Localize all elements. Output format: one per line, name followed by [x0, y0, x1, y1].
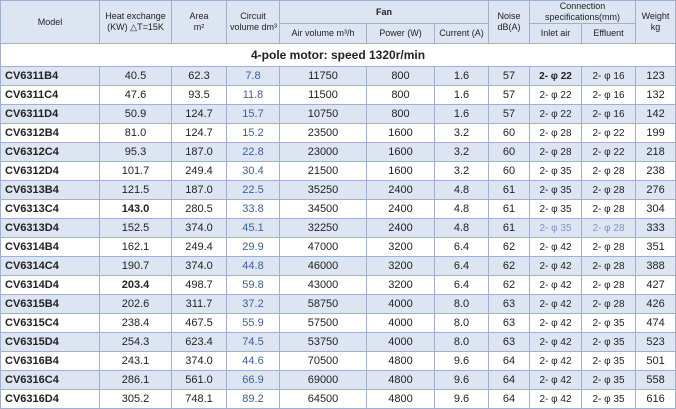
cell-air-volume: 47000 [280, 238, 367, 257]
header-model-label: Model [37, 16, 63, 27]
cell-weight: 199 [636, 124, 676, 143]
cell-heat-exchange: 254.3 [100, 333, 172, 352]
cell-noise: 57 [489, 67, 530, 86]
cell-inlet-air: 2- φ 42 [530, 371, 582, 390]
cell-power: 1600 [367, 162, 435, 181]
cell-circuit-volume: 55.9 [227, 314, 280, 333]
cell-power: 3200 [367, 276, 435, 295]
cell-area: 187.0 [172, 181, 227, 200]
cell-air-volume: 23500 [280, 124, 367, 143]
cell-heat-exchange: 203.4 [100, 276, 172, 295]
cell-power: 2400 [367, 181, 435, 200]
cell-model: CV6314B4 [1, 238, 100, 257]
cell-heat-exchange: 50.9 [100, 105, 172, 124]
cell-area: 498.7 [172, 276, 227, 295]
table-body [1, 44, 676, 409]
cell-heat-exchange: 81.0 [100, 124, 172, 143]
cell-inlet-air: 2- φ 35 [530, 181, 582, 200]
table-row [1, 352, 676, 371]
cell-air-volume: 58750 [280, 295, 367, 314]
cell-heat-exchange: 143.0 [100, 200, 172, 219]
cell-area: 280.5 [172, 200, 227, 219]
header-circuit-volume [227, 1, 280, 44]
cell-power: 3200 [367, 238, 435, 257]
cell-weight: 304 [636, 200, 676, 219]
cell-air-volume: 43000 [280, 276, 367, 295]
cell-area: 249.4 [172, 162, 227, 181]
cell-area: 124.7 [172, 124, 227, 143]
header-noise-line2: dB(A) [497, 22, 521, 32]
cell-circuit-volume: 44.8 [227, 257, 280, 276]
cell-noise: 64 [489, 352, 530, 371]
table-row [1, 143, 676, 162]
cell-circuit-volume: 37.2 [227, 295, 280, 314]
cell-power: 800 [367, 105, 435, 124]
cell-noise: 62 [489, 276, 530, 295]
cell-current: 8.0 [435, 295, 489, 314]
cell-circuit-volume: 33.8 [227, 200, 280, 219]
cell-power: 3200 [367, 257, 435, 276]
cell-model: CV6316C4 [1, 371, 100, 390]
cell-heat-exchange: 162.1 [100, 238, 172, 257]
cell-circuit-volume: 15.2 [227, 124, 280, 143]
cell-effluent: 2- φ 28 [582, 257, 636, 276]
header-heat-line2: (KW) △T=15K [107, 22, 164, 32]
cell-current: 6.4 [435, 276, 489, 295]
cell-noise: 62 [489, 257, 530, 276]
cell-air-volume: 23000 [280, 143, 367, 162]
cell-weight: 427 [636, 276, 676, 295]
cell-heat-exchange: 121.5 [100, 181, 172, 200]
cell-heat-exchange: 190.7 [100, 257, 172, 276]
header-fan-power: Power (W) [367, 24, 435, 44]
cell-area: 561.0 [172, 371, 227, 390]
cell-noise: 60 [489, 143, 530, 162]
header-connection [530, 1, 636, 24]
table-row [1, 276, 676, 295]
cell-air-volume: 11750 [280, 67, 367, 86]
cell-effluent: 2- φ 35 [582, 314, 636, 333]
cell-noise: 60 [489, 124, 530, 143]
cell-air-volume: 21500 [280, 162, 367, 181]
table-row [1, 162, 676, 181]
cell-air-volume: 69000 [280, 371, 367, 390]
cell-current: 1.6 [435, 67, 489, 86]
table-row [1, 371, 676, 390]
cell-heat-exchange: 95.3 [100, 143, 172, 162]
cell-area: 93.5 [172, 86, 227, 105]
table-row [1, 67, 676, 86]
cell-noise: 61 [489, 219, 530, 238]
table-row [1, 181, 676, 200]
header-area [172, 1, 227, 44]
cell-inlet-air: 2- φ 28 [530, 124, 582, 143]
cell-inlet-air: 2- φ 22 [530, 105, 582, 124]
cell-current: 6.4 [435, 257, 489, 276]
header-weight-line2: kg [650, 22, 661, 32]
cell-power: 2400 [367, 200, 435, 219]
header-model [1, 1, 100, 44]
cell-inlet-air: 2- φ 42 [530, 257, 582, 276]
cell-power: 800 [367, 67, 435, 86]
cell-weight: 142 [636, 105, 676, 124]
table-row [1, 333, 676, 352]
cell-model: CV6314D4 [1, 276, 100, 295]
cell-inlet-air: 2- φ 42 [530, 276, 582, 295]
cell-area: 187.0 [172, 143, 227, 162]
cell-circuit-volume: 30.4 [227, 162, 280, 181]
table-row [1, 200, 676, 219]
header-fan-label: Fan [375, 6, 392, 17]
cell-heat-exchange: 202.6 [100, 295, 172, 314]
header-noise-line1: Noise [497, 11, 521, 21]
cell-model: CV6312C4 [1, 143, 100, 162]
table-row [1, 390, 676, 409]
cell-power: 4000 [367, 333, 435, 352]
cell-effluent: 2- φ 16 [582, 105, 636, 124]
header-area-line1: Area [189, 11, 209, 21]
cell-model: CV6312B4 [1, 124, 100, 143]
cell-weight: 333 [636, 219, 676, 238]
cell-model: CV6311B4 [1, 67, 100, 86]
cell-air-volume: 70500 [280, 352, 367, 371]
cell-effluent: 2- φ 22 [582, 124, 636, 143]
header-effluent: Effluent [582, 24, 636, 44]
cell-air-volume: 10750 [280, 105, 367, 124]
cell-model: CV6311C4 [1, 86, 100, 105]
table-row [1, 105, 676, 124]
header-circuit-line2: volume dm³ [230, 22, 278, 32]
table-row [1, 257, 676, 276]
cell-circuit-volume: 15.7 [227, 105, 280, 124]
cell-weight: 218 [636, 143, 676, 162]
header-heat-exchange [100, 1, 172, 44]
cell-power: 2400 [367, 219, 435, 238]
cell-inlet-air: 2- φ 42 [530, 390, 582, 409]
header-fan-air-volume: Air volume m³/h [280, 24, 367, 44]
table-row [1, 124, 676, 143]
table-row [1, 295, 676, 314]
cell-inlet-air: 2- φ 42 [530, 295, 582, 314]
group-label: 4-pole motor: speed 1320r/min [1, 44, 676, 67]
cell-inlet-air: 2- φ 42 [530, 333, 582, 352]
header-fan-current: Current (A) [435, 24, 489, 44]
cell-effluent: 2- φ 28 [582, 295, 636, 314]
cell-air-volume: 53750 [280, 333, 367, 352]
cell-heat-exchange: 101.7 [100, 162, 172, 181]
cell-inlet-air: 2- φ 22 [530, 86, 582, 105]
cell-air-volume: 46000 [280, 257, 367, 276]
cell-weight: 123 [636, 67, 676, 86]
cell-circuit-volume: 22.8 [227, 143, 280, 162]
cell-noise: 57 [489, 105, 530, 124]
cell-model: CV6313C4 [1, 200, 100, 219]
cell-area: 623.4 [172, 333, 227, 352]
cell-circuit-volume: 59.8 [227, 276, 280, 295]
cell-weight: 351 [636, 238, 676, 257]
cell-model: CV6316D4 [1, 390, 100, 409]
cell-circuit-volume: 7.8 [227, 67, 280, 86]
cell-weight: 426 [636, 295, 676, 314]
cell-effluent: 2- φ 28 [582, 162, 636, 181]
header-conn-line1: Connection [559, 1, 606, 11]
cell-current: 1.6 [435, 105, 489, 124]
cell-effluent: 2- φ 22 [582, 143, 636, 162]
cell-model: CV6315D4 [1, 333, 100, 352]
cell-current: 6.4 [435, 238, 489, 257]
cell-air-volume: 11500 [280, 86, 367, 105]
header-inlet-air: Inlet air [530, 24, 582, 44]
header-area-line2: m² [193, 22, 205, 32]
cell-circuit-volume: 89.2 [227, 390, 280, 409]
cell-inlet-air: 2- φ 42 [530, 238, 582, 257]
cell-current: 9.6 [435, 352, 489, 371]
cell-current: 4.8 [435, 219, 489, 238]
cell-effluent: 2- φ 35 [582, 333, 636, 352]
header-conn-line2: specifications(mm) [545, 12, 621, 22]
cell-effluent: 2- φ 35 [582, 390, 636, 409]
cell-heat-exchange: 40.5 [100, 67, 172, 86]
cell-noise: 61 [489, 181, 530, 200]
cell-power: 4800 [367, 390, 435, 409]
cell-noise: 57 [489, 86, 530, 105]
cell-power: 1600 [367, 124, 435, 143]
header-weight-line1: Weight [641, 11, 670, 21]
cell-noise: 63 [489, 333, 530, 352]
cell-power: 4800 [367, 352, 435, 371]
cell-current: 8.0 [435, 333, 489, 352]
cell-model: CV6315B4 [1, 295, 100, 314]
cell-effluent: 2- φ 35 [582, 371, 636, 390]
cell-air-volume: 35250 [280, 181, 367, 200]
cell-circuit-volume: 74.5 [227, 333, 280, 352]
cell-noise: 63 [489, 295, 530, 314]
cell-noise: 64 [489, 390, 530, 409]
cell-model: CV6313B4 [1, 181, 100, 200]
cell-effluent: 2- φ 28 [582, 200, 636, 219]
cell-air-volume: 57500 [280, 314, 367, 333]
cell-power: 800 [367, 86, 435, 105]
cell-power: 1600 [367, 143, 435, 162]
cell-inlet-air: 2- φ 35 [530, 200, 582, 219]
cell-effluent: 2- φ 28 [582, 181, 636, 200]
cell-area: 748.1 [172, 390, 227, 409]
cell-power: 4800 [367, 371, 435, 390]
cell-circuit-volume: 29.9 [227, 238, 280, 257]
cell-weight: 132 [636, 86, 676, 105]
cell-model: CV6311D4 [1, 105, 100, 124]
cell-current: 9.6 [435, 371, 489, 390]
cell-weight: 474 [636, 314, 676, 333]
cell-area: 62.3 [172, 67, 227, 86]
header-fan [280, 1, 489, 24]
cell-noise: 62 [489, 238, 530, 257]
cell-effluent: 2- φ 28 [582, 238, 636, 257]
cell-weight: 523 [636, 333, 676, 352]
cell-heat-exchange: 238.4 [100, 314, 172, 333]
cell-area: 374.0 [172, 257, 227, 276]
cell-inlet-air: 2- φ 35 [530, 219, 582, 238]
cell-current: 3.2 [435, 162, 489, 181]
cell-noise: 61 [489, 200, 530, 219]
cell-circuit-volume: 45.1 [227, 219, 280, 238]
cell-air-volume: 34500 [280, 200, 367, 219]
cell-area: 311.7 [172, 295, 227, 314]
table-header [1, 1, 676, 44]
header-noise [489, 1, 530, 44]
cell-power: 4000 [367, 314, 435, 333]
cell-model: CV6312D4 [1, 162, 100, 181]
cell-effluent: 2- φ 35 [582, 352, 636, 371]
cell-area: 374.0 [172, 219, 227, 238]
cell-noise: 60 [489, 162, 530, 181]
cell-noise: 63 [489, 314, 530, 333]
cell-model: CV6314C4 [1, 257, 100, 276]
cell-circuit-volume: 22.5 [227, 181, 280, 200]
cell-air-volume: 32250 [280, 219, 367, 238]
table-row [1, 219, 676, 238]
cell-current: 9.6 [435, 390, 489, 409]
cell-circuit-volume: 11.8 [227, 86, 280, 105]
cell-weight: 501 [636, 352, 676, 371]
cell-inlet-air: 2- φ 35 [530, 162, 582, 181]
cell-current: 4.8 [435, 200, 489, 219]
cell-effluent: 2- φ 16 [582, 86, 636, 105]
cell-weight: 558 [636, 371, 676, 390]
cell-model: CV6315C4 [1, 314, 100, 333]
table-row [1, 238, 676, 257]
cell-power: 4000 [367, 295, 435, 314]
cell-effluent: 2- φ 28 [582, 219, 636, 238]
cell-air-volume: 64500 [280, 390, 367, 409]
cell-effluent: 2- φ 16 [582, 67, 636, 86]
cell-current: 1.6 [435, 86, 489, 105]
cell-model: CV6316B4 [1, 352, 100, 371]
cell-inlet-air: 2- φ 28 [530, 143, 582, 162]
cell-weight: 238 [636, 162, 676, 181]
cell-inlet-air: 2- φ 22 [530, 67, 582, 86]
cell-inlet-air: 2- φ 42 [530, 352, 582, 371]
cell-current: 8.0 [435, 314, 489, 333]
table-row [1, 86, 676, 105]
cell-heat-exchange: 152.5 [100, 219, 172, 238]
cell-current: 4.8 [435, 181, 489, 200]
cell-weight: 616 [636, 390, 676, 409]
cell-area: 249.4 [172, 238, 227, 257]
header-weight [636, 1, 676, 44]
cell-weight: 388 [636, 257, 676, 276]
cell-noise: 64 [489, 371, 530, 390]
cell-weight: 276 [636, 181, 676, 200]
table-row [1, 314, 676, 333]
cell-circuit-volume: 66.9 [227, 371, 280, 390]
cell-model: CV6313D4 [1, 219, 100, 238]
header-heat-line1: Heat exchange [105, 11, 166, 21]
cell-circuit-volume: 44.6 [227, 352, 280, 371]
cell-current: 3.2 [435, 124, 489, 143]
cell-area: 124.7 [172, 105, 227, 124]
cell-effluent: 2- φ 28 [582, 276, 636, 295]
cell-heat-exchange: 243.1 [100, 352, 172, 371]
cell-heat-exchange: 286.1 [100, 371, 172, 390]
cell-inlet-air: 2- φ 42 [530, 314, 582, 333]
cell-current: 3.2 [435, 143, 489, 162]
cell-heat-exchange: 47.6 [100, 86, 172, 105]
cell-area: 374.0 [172, 352, 227, 371]
header-circuit-line1: Circuit [240, 11, 266, 21]
cell-area: 467.5 [172, 314, 227, 333]
cell-heat-exchange: 305.2 [100, 390, 172, 409]
